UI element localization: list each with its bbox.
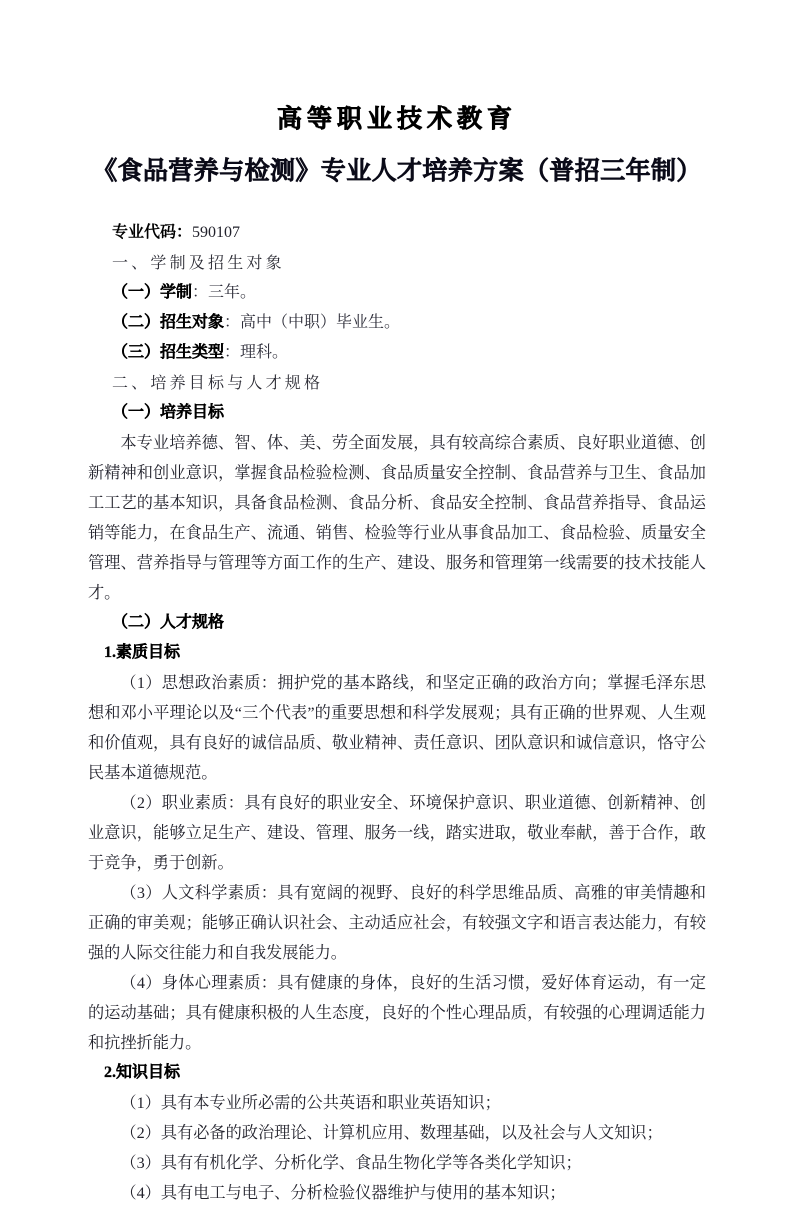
entry-value: ：高中（中职）毕业生。 [224,313,401,331]
entry-label: （二）招生对象 [112,313,225,331]
knowledge-goal-item-1: （1）具有本专业所必需的公共英语和职业英语知识； [120,1093,501,1112]
quality-goal-item-4: （4）身体心理素质：具有健康的身体，良好的生活习惯，爱好体育运动，有一定的运动基础；具有健康积极的人生态度，良好的个性心理品质，有较强的心理调适能力和抗挫折能力。 [88,973,706,1052]
knowledge-goal-item-2: （2）具有必备的政治理论、计算机应用、数理基础，以及社会与人文知识； [120,1123,663,1142]
major-code-label: 专业代码： [112,223,193,241]
page-title-sub: 《食品营养与检测》专业人才培养方案（普招三年制） [92,158,702,186]
subsection-heading-talent-spec [88,608,706,638]
quality-goal-item-3: （3）人文科学素质：具有宽阔的视野、良好的科学思维品质、高雅的审美情趣和正确的审美观；能够正确认识社会、主动适应社会，有较强文字和语言表达能力，有较强的人际交往能力和自我发展能力。 [88,883,706,962]
section-1-entry-1 [88,278,706,308]
subsection-label: （二）人才规格 [112,613,225,631]
major-code-value: 590107 [192,223,241,241]
document-content [88,0,706,1208]
knowledge-goal-item-3: （3）具有有机化学、分析化学、食品生物化学等各类化学知识； [120,1153,582,1172]
entry-label: （三）招生类型 [112,343,225,361]
group-heading-quality-goals: 1.素质目标 [104,643,181,661]
knowledge-goal-item-4: （4）具有电工与电子、分析检验仪器维护与使用的基本知识； [120,1183,566,1202]
page-title-main: 高等职业技术教育 [276,104,517,133]
cultivation-goal-paragraph: 本专业培养德、智、体、美、劳全面发展，具有较高综合素质、良好职业道德、创新精神和创业意识，掌握食品检验检测、食品质量安全控制、食品营养与卫生、食品加工工艺的基本知识，具备食品检测、食品分析、食品安全控制、食品营养指导、食品运销等能力，在食品生产、流通、销售、检验等行业从事食品加工、食品检验、质量安全管理、营养指导与管理等方面工作的生产、建设、服务和管理第一线需要的技术技能人才。 [88,433,706,602]
quality-goal-item-2: （2）职业素质：具有良好的职业安全、环境保护意识、职业道德、创新精神、创业意识，能够立足生产、建设、管理、服务一线，踏实进取，敬业奉献，善于合作，敢于竞争，勇于创新。 [88,793,706,872]
entry-label: （一）学制 [112,283,193,301]
title-spacer [88,188,706,218]
subsection-heading-cultivation-goal [88,398,706,428]
entry-value: ：三年。 [192,283,257,301]
entry-value: ：理科。 [224,343,289,361]
major-code-line [88,218,706,248]
section-heading-2: 二、培养目标与人才规格 [112,372,324,392]
subsection-label: （一）培养目标 [112,403,225,421]
quality-goal-item-1: （1）思想政治素质：拥护党的基本路线，和坚定正确的政治方向；掌握毛泽东思想和邓小平理论以及“三个代表”的重要思想和科学发展观；具有正确的世界观、人生观和价值观，具有良好的诚信品质、敬业精神、责任意识、团队意识和诚信意识，恪守公民基本道德规范。 [88,673,706,782]
group-heading-knowledge-goals: 2.知识目标 [104,1063,181,1081]
section-heading-1: 一、学制及招生对象 [112,252,285,272]
section-1-entry-2 [88,308,706,338]
section-1-entry-3 [88,338,706,368]
